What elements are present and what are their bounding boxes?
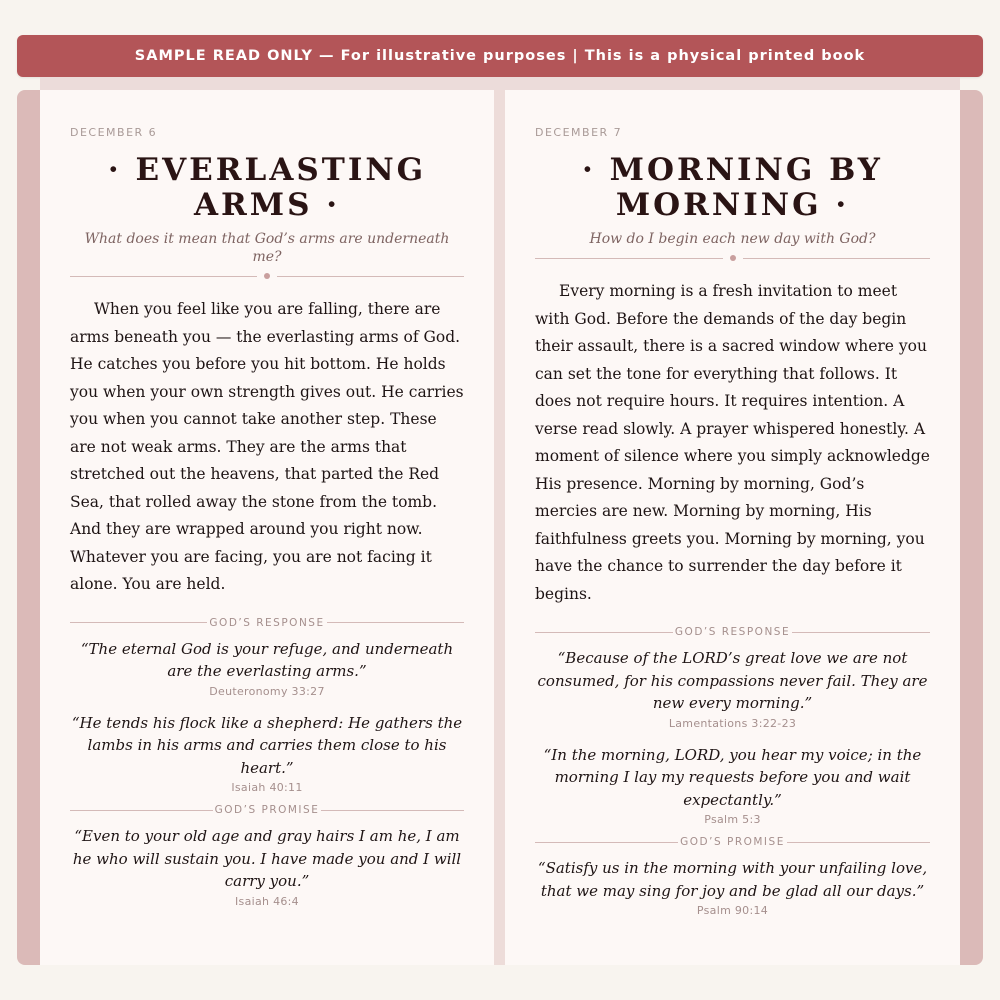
response-verse: “In the morning, LORD, you hear my voice; in the morning I lay my requests before you and wait expectantly.” [543,745,922,809]
devotional-body: When you feel like you are falling, there are arms beneath you — the everlasting arms of God. He catches you before you hit bottom. He holds you when your own strength gives out. He carries you when you cannot take another step. These are not weak arms. They are the arms that stretched out the heavens, that parted the Red Sea, that rolled away the stone from the tomb. And they are wrapped around you right now. Whatever you are facing, you are not facing it alone. You are held. [70,300,464,593]
response-label: GOD’S RESPONSE [209,616,325,629]
ornament-divider [70,275,464,277]
promise-verse: “Satisfy us in the morning with your unfailing love, that we may sing for joy and be glad all our days.” [537,859,928,900]
devotional-body: Every morning is a fresh invitation to meet with God. Before the demands of the day begin their assault, there is a sacred window where you can set the tone for everything that follows. It does not require hours. It requires intention. A verse read slowly. A prayer whispered honestly. A moment of silence where you simply acknowledge His presence. Morning by morning, God’s mercies are new. Morning by morning, His faithfulness greets you. Morning by morning, you have the chance to surrender the day before it begins. [535,282,930,603]
book-spine [494,90,505,965]
promise-divider [70,804,464,816]
right-page [505,90,960,965]
sample-banner: SAMPLE READ ONLY — For illustrative purposes | This is a physical printed book [17,35,983,77]
response-reference: Isaiah 40:11 [231,781,303,794]
response-divider [535,626,930,638]
ornament-divider [535,257,930,259]
page-date: DECEMBER 6 [70,126,158,139]
response-label: GOD’S RESPONSE [674,626,791,638]
promise-label: GOD’S PROMISE [680,836,785,848]
response-verse: “Because of the LORD’s great love we are not consumed, for his compassions never fail. They are new every morning.” [537,649,928,712]
promise-label: GOD’S PROMISE [214,804,320,816]
response-verse: “He tends his flock like a shepherd: He gathers the lambs in his arms and carries them close to his heart.” [71,713,463,777]
response-reference: Deuteronomy 33:27 [209,684,325,698]
page-title: · MORNING BY MORNING · [582,152,883,223]
left-page [40,90,494,965]
response-reference: Psalm 5:3 [704,813,761,826]
promise-divider [535,836,930,848]
page-subtitle: What does it mean that God’s arms are underneath me? [84,231,450,265]
ornament-dot-icon [730,255,736,261]
banner-shadow [40,77,960,90]
promise-reference: Psalm 90:14 [696,904,769,917]
page-date: DECEMBER 7 [535,126,623,139]
page-title: · EVERLASTING ARMS · [107,152,427,223]
ornament-dot-icon [264,273,270,279]
promise-verse: “Even to your old age and gray hairs I am he, I am he who will sustain you. I have made you and I will carry you.” [72,827,462,890]
response-verse: “The eternal God is your refuge, and underneath are the everlasting arms.” [80,639,454,680]
response-divider [70,617,464,629]
promise-reference: Isaiah 46:4 [235,894,299,908]
page-subtitle: How do I begin each new day with God? [589,231,876,247]
response-reference: Lamentations 3:22-23 [668,716,797,730]
